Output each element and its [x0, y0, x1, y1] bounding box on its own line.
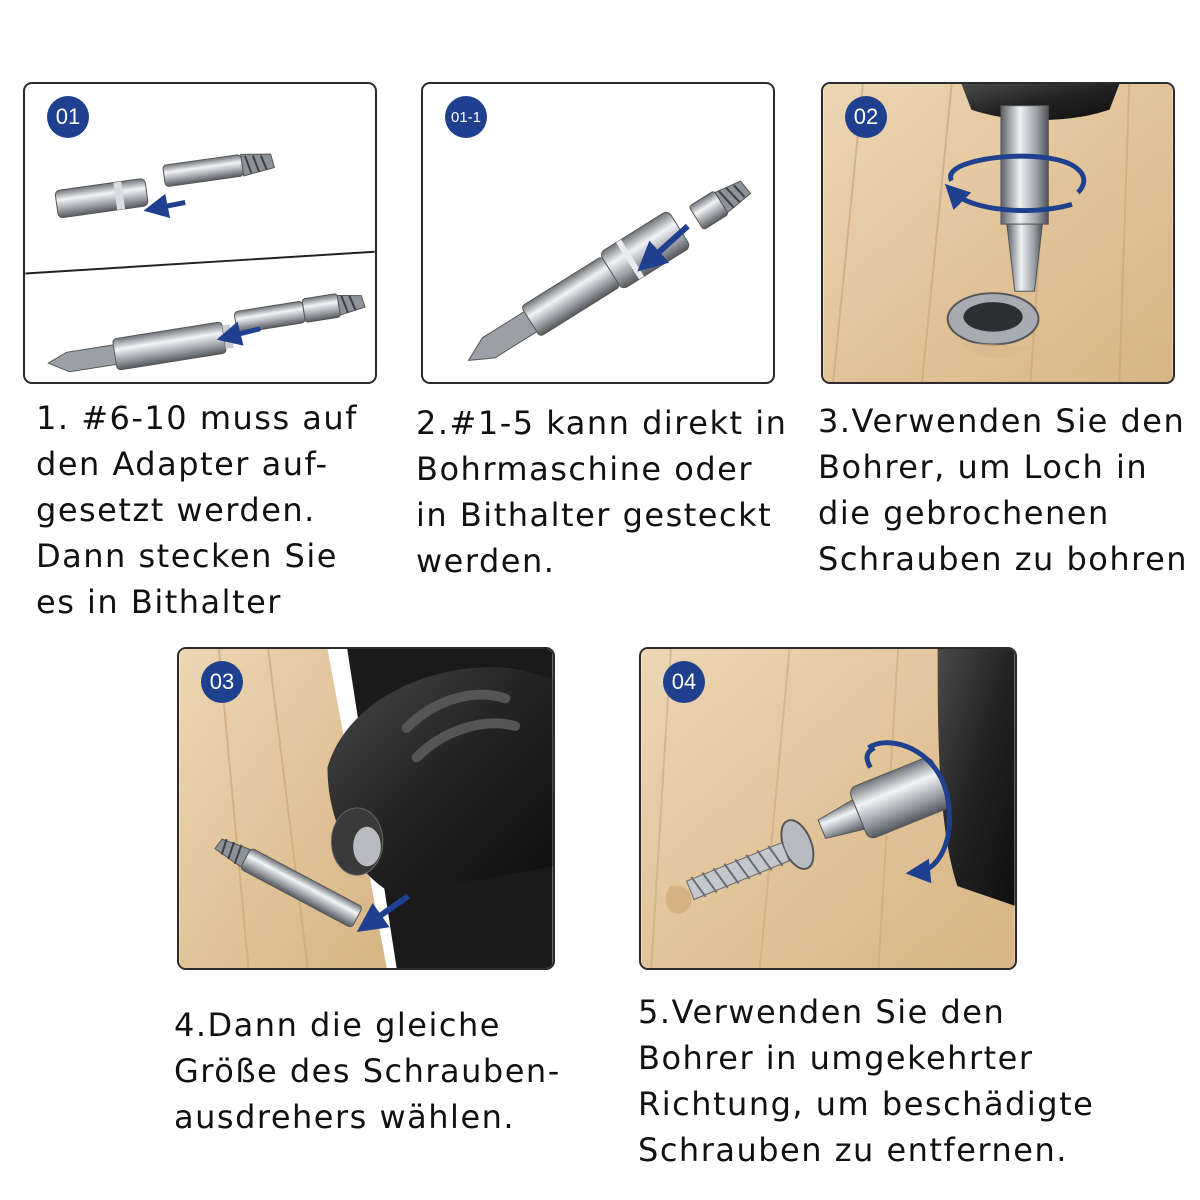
caption-line: 1. #6-10 muss auf: [36, 399, 358, 437]
step-3-caption: [818, 398, 1188, 582]
caption-line: 2.#1-5 kann direkt in: [416, 404, 788, 442]
step-2-caption: [416, 400, 787, 584]
caption-line: gesetzt werden.: [36, 491, 316, 529]
step-5-image: [639, 647, 1017, 970]
step-4-caption: [174, 1002, 561, 1140]
caption-line: in Bithalter gesteckt: [416, 496, 773, 534]
step-5-badge: 04: [663, 661, 705, 703]
step-4-image: [177, 647, 555, 970]
arrow-icon: [156, 202, 186, 208]
step-3-image: [821, 82, 1175, 384]
caption-line: es in Bithalter: [36, 583, 282, 621]
caption-line: Bohrer in umgekehrter: [638, 1039, 1034, 1077]
caption-line: Bohrer, um Loch in: [818, 448, 1149, 486]
caption-line: 5.Verwenden Sie den: [638, 993, 1006, 1031]
step-1-caption: [36, 395, 358, 625]
caption-line: den Adapter auf-: [36, 445, 329, 483]
caption-line: Größe des Schrauben-: [174, 1052, 561, 1090]
caption-line: Schrauben zu bohren: [818, 540, 1189, 578]
step-3-badge: 02: [845, 96, 887, 138]
caption-line: Dann stecken Sie: [36, 537, 338, 575]
caption-line: ausdrehers wählen.: [174, 1098, 516, 1136]
caption-line: werden.: [416, 542, 556, 580]
step-2-badge: 01-1: [445, 96, 487, 138]
step-1-image: [23, 82, 377, 384]
step-2-image: [421, 82, 775, 384]
caption-line: 4.Dann die gleiche: [174, 1006, 501, 1044]
caption-line: die gebrochenen: [818, 494, 1110, 532]
caption-line: Bohrmaschine oder: [416, 450, 753, 488]
caption-line: Schrauben zu entfernen.: [638, 1131, 1068, 1169]
caption-line: 3.Verwenden Sie den: [818, 402, 1186, 440]
caption-line: Richtung, um beschädigte: [638, 1085, 1095, 1123]
step-5-caption: [638, 989, 1094, 1173]
step-4-badge: 03: [201, 661, 243, 703]
step-1-badge: 01: [47, 96, 89, 138]
